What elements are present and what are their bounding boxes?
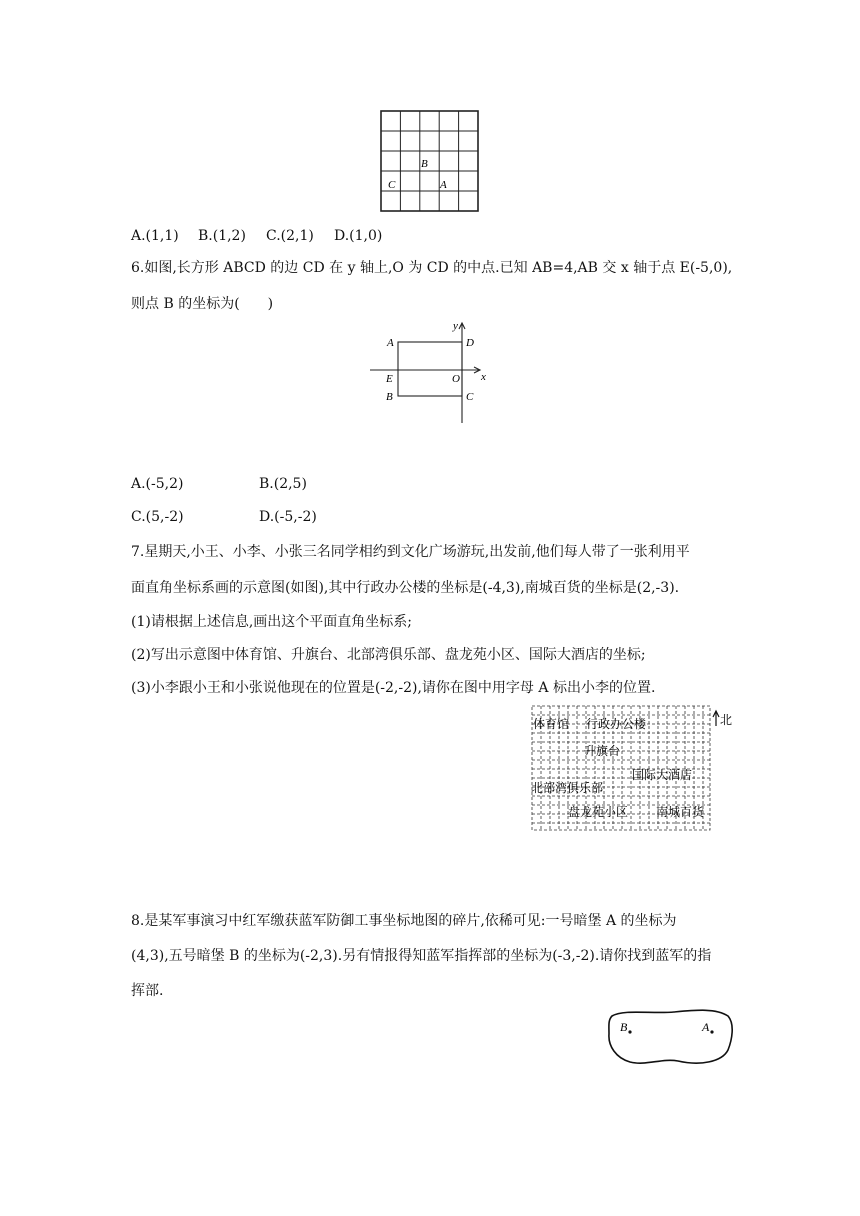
q8-stem-line3: 挥部. <box>131 983 164 999</box>
rectangle-abcd <box>398 342 462 396</box>
q7-subquestion-2: (2)写出示意图中体育馆、升旗台、北部湾俱乐部、盘龙苑小区、国际大酒店的坐标; <box>131 647 646 663</box>
bunker-b-dot <box>628 1030 631 1033</box>
north-label: 北 <box>720 713 733 727</box>
option-c: C.(2,1) <box>266 228 314 244</box>
map-label-nancheng-department-store: 南城百货 <box>656 805 705 819</box>
label-o: O <box>452 373 460 385</box>
map-label-panlongyuan-district: 盘龙苑小区 <box>568 805 629 819</box>
option-a: A.(1,1) <box>131 228 179 244</box>
q7-stem-line2: 面直角坐标系画的示意图(如图),其中行政办公楼的坐标是(-4,3),南城百货的坐标是(2,-3). <box>131 580 680 596</box>
label-e: E <box>386 373 393 385</box>
q6-stem-line1: 6.如图,长方形 ABCD 的边 CD 在 y 轴上,O 为 CD 的中点.已知 AB=4,AB 交 x 轴于点 E(-5,0), <box>131 260 733 276</box>
option-a: A.(-5,2) <box>131 476 184 492</box>
map-label-admin-building: 行政办公楼 <box>586 717 647 731</box>
q6-options-row2 <box>131 507 431 527</box>
bunker-a-label: A <box>702 1020 710 1034</box>
label-x: x <box>481 371 486 383</box>
q7-stem-line1: 7.星期天,小王、小李、小张三名同学相约到文化广场游玩,出发前,他们每人带了一张利用平 <box>131 544 690 560</box>
label-y: y <box>453 320 458 332</box>
point-b-label: B <box>421 158 428 170</box>
option-c: C.(5,-2) <box>131 509 184 525</box>
option-b: B.(1,2) <box>198 228 246 244</box>
bunker-b-label: B <box>620 1020 628 1034</box>
option-d: D.(-5,-2) <box>259 509 317 525</box>
point-c-label: C <box>388 179 396 191</box>
q8-stem-line1: 8.是某军事演习中红军缴获蓝军防御工事坐标地图的碎片,依稀可见:一号暗堡 A 的坐标为 <box>131 913 677 929</box>
label-c: C <box>466 391 474 403</box>
q7-subquestion-3: (3)小李跟小王和小张说他现在的位置是(-2,-2),请你在图中用字母 A 标出小李的位置. <box>131 680 656 696</box>
q6-options-row1 <box>131 474 431 494</box>
label-a: A <box>387 337 394 349</box>
label-d: D <box>466 337 474 349</box>
q7-campus-map <box>528 704 734 834</box>
q6-stem-line2: 则点 B 的坐标为( ) <box>131 296 274 312</box>
grid-lines <box>381 111 478 211</box>
q8-map-fragment <box>604 1006 736 1070</box>
bunker-a-dot <box>710 1030 713 1033</box>
option-d: D.(1,0) <box>334 228 383 244</box>
map-label-international-hotel: 国际大酒店 <box>632 768 693 782</box>
q7-subquestion-1: (1)请根据上述信息,画出这个平面直角坐标系; <box>131 614 412 630</box>
map-label-beibuwan-club: 北部湾俱乐部 <box>531 781 604 795</box>
label-b: B <box>386 391 393 403</box>
point-a-label: A <box>440 179 447 191</box>
fragment-outline <box>609 1010 732 1063</box>
map-label-gymnasium: 体育馆 <box>533 717 570 731</box>
map-label-flag-platform: 升旗台 <box>584 744 621 758</box>
q5-grid-figure <box>378 108 482 214</box>
option-b: B.(2,5) <box>259 476 307 492</box>
q6-rectangle-figure <box>368 318 498 428</box>
q8-stem-line2: (4,3),五号暗堡 B 的坐标为(-2,3).另有情报得知蓝军指挥部的坐标为(-3,-2).请你找到蓝军的指 <box>131 948 712 964</box>
